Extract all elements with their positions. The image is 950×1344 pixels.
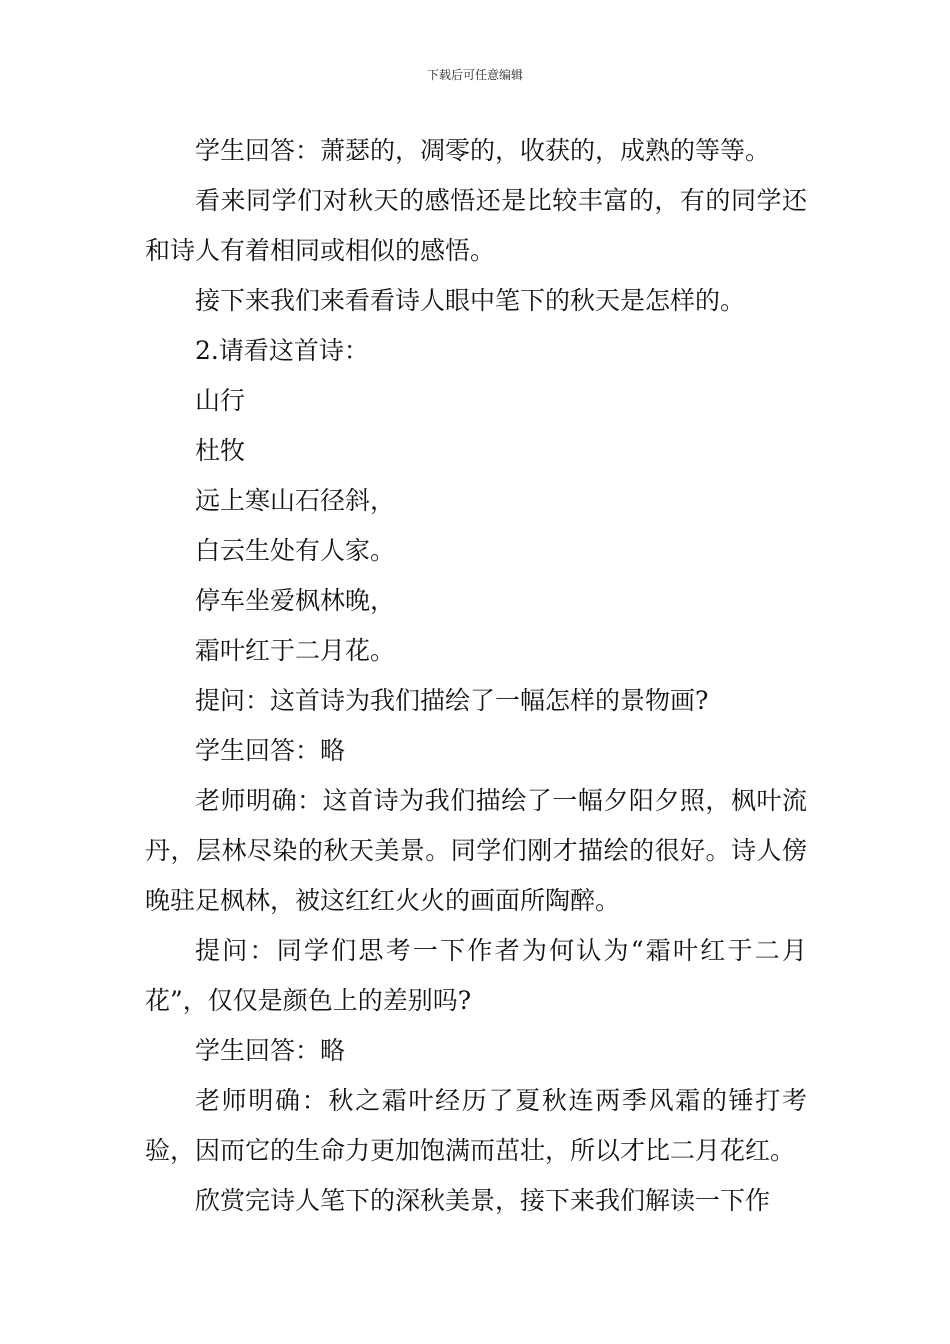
paragraph-question-1: 提问：这首诗为我们描绘了一幅怎样的景物画? — [195, 686, 709, 715]
paragraph-transition: 接下来我们来看看诗人眼中笔下的秋天是怎样的。 — [195, 286, 746, 315]
paragraph-teacher-clarify-1: 老师明确：这首诗为我们描绘了一幅夕阳夕照，枫叶流丹，层林尽染的秋天美景。同学们刚才描绘的很好。诗人傍晚驻足枫林，被这红红火火的画面所陶醉。 — [145, 786, 807, 915]
page-header: 下载后可任意编辑 — [426, 68, 523, 82]
poem-line-1: 远上寒山石径斜， — [195, 486, 396, 515]
paragraph-teacher-clarify-2: 老师明确：秋之霜叶经历了夏秋连两季风霜的锤打考验，因而它的生命力更加饱满而茁壮，所以才比二月花红。 — [145, 1086, 807, 1165]
poem-author: 杜牧 — [195, 436, 246, 465]
paragraph-question-2: 提问：同学们思考一下作者为何认为“霜叶红于二月花”，仅仅是颜色上的差别吗? — [145, 936, 807, 1015]
paragraph-student-answer-2: 学生回答：略 — [195, 736, 346, 765]
paragraph-section-2: 2.请看这首诗： — [195, 336, 369, 365]
paragraph-teacher-comment: 看来同学们对秋天的感悟还是比较丰富的，有的同学还和诗人有着相同或相似的感悟。 — [145, 186, 807, 265]
paragraph-closing: 欣赏完诗人笔下的深秋美景，接下来我们解读一下作 — [195, 1186, 771, 1215]
paragraph-student-answer-1: 学生回答：萧瑟的，凋零的，收获的，成熟的等等。 — [195, 136, 771, 165]
poem-line-4: 霜叶红于二月花。 — [195, 636, 396, 665]
poem-line-2: 白云生处有人家。 — [195, 536, 396, 565]
poem-title: 山行 — [195, 386, 246, 415]
poem-line-3: 停车坐爱枫林晚， — [195, 586, 396, 615]
document-body — [145, 126, 807, 1226]
paragraph-student-answer-3: 学生回答：略 — [195, 1036, 346, 1065]
